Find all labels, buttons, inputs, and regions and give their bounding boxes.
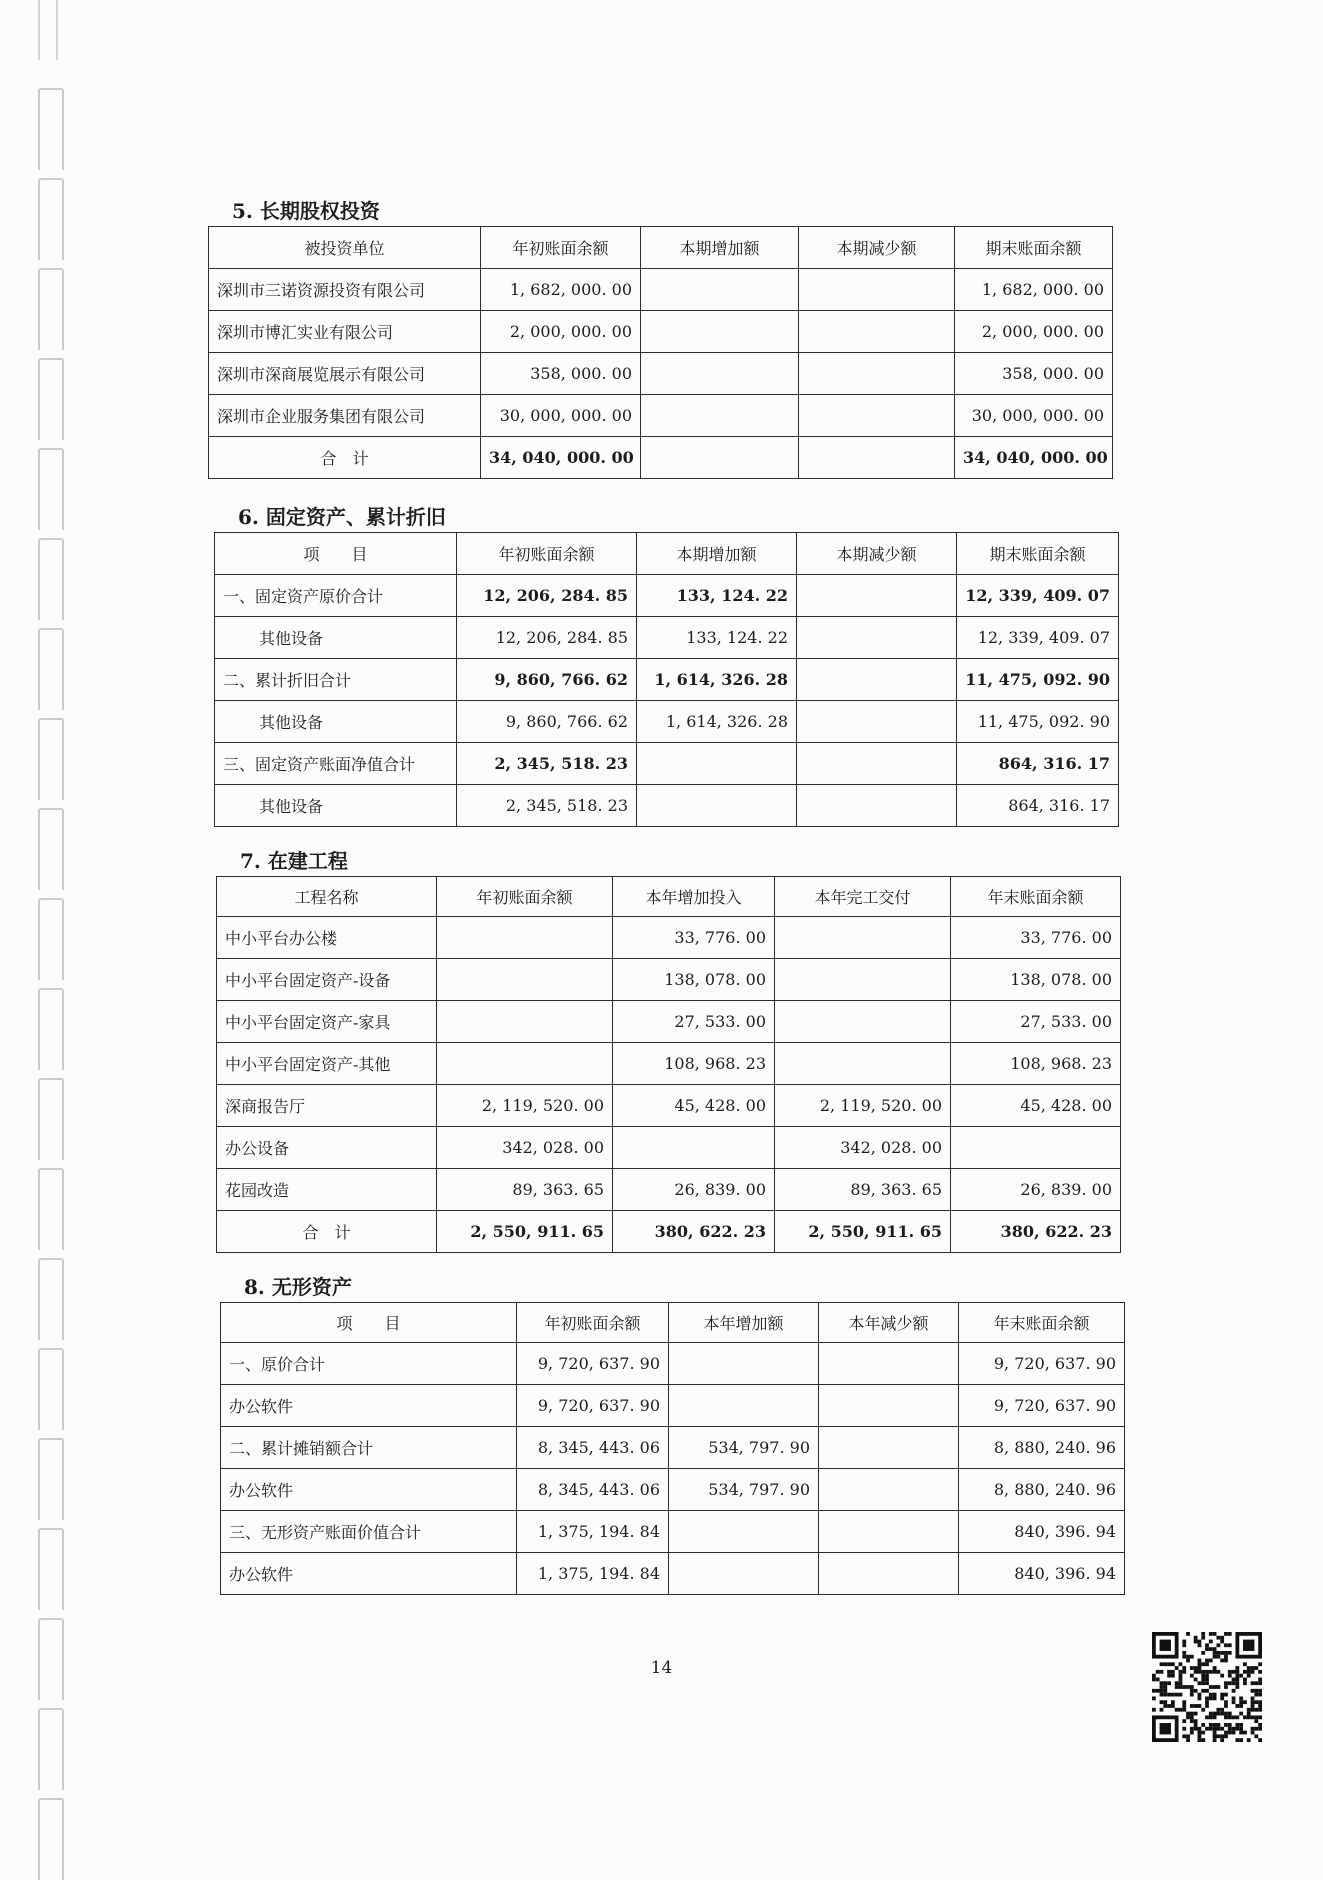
binding-hole bbox=[38, 1348, 64, 1430]
binding-hole bbox=[38, 628, 64, 710]
cell-opening: 358, 000. 00 bbox=[481, 353, 641, 395]
cell-closing: 8, 880, 240. 96 bbox=[959, 1469, 1125, 1511]
section-long-term-equity-investment bbox=[208, 196, 1113, 479]
binding-hole bbox=[38, 1708, 64, 1790]
section-construction-in-progress bbox=[216, 846, 1121, 1253]
table-row bbox=[221, 1511, 1125, 1553]
binding-hole bbox=[38, 448, 64, 530]
header-cell: 本年减少额 bbox=[819, 1303, 959, 1343]
cell-increase: 27, 533. 00 bbox=[613, 1001, 775, 1043]
cell-closing: 34, 040, 000. 00 bbox=[955, 437, 1113, 479]
binding-hole bbox=[38, 538, 64, 620]
row-label: 办公软件 bbox=[221, 1553, 517, 1595]
cell-closing: 840, 396. 94 bbox=[959, 1553, 1125, 1595]
cell-closing: 840, 396. 94 bbox=[959, 1511, 1125, 1553]
cell-increase bbox=[641, 353, 799, 395]
binding-hole bbox=[38, 1528, 64, 1610]
binding-hole bbox=[38, 88, 64, 170]
row-label: 深商报告厅 bbox=[217, 1085, 437, 1127]
cell-closing: 12, 339, 409. 07 bbox=[957, 575, 1119, 617]
construction-table bbox=[216, 876, 1121, 1253]
cell-closing: 30, 000, 000. 00 bbox=[955, 395, 1113, 437]
cell-closing: 864, 316. 17 bbox=[957, 743, 1119, 785]
binding-hole bbox=[38, 1798, 64, 1880]
row-label: 二、累计折旧合计 bbox=[215, 659, 457, 701]
binding-hole bbox=[38, 988, 64, 1070]
cell-opening: 8, 345, 443. 06 bbox=[517, 1469, 669, 1511]
cell-decrease bbox=[819, 1385, 959, 1427]
cell-decrease bbox=[797, 659, 957, 701]
cell-closing: 380, 622. 23 bbox=[951, 1211, 1121, 1253]
binding-hole bbox=[38, 358, 64, 440]
equity-investment-table bbox=[208, 226, 1113, 479]
row-label: 深圳市深商展览展示有限公司 bbox=[209, 353, 481, 395]
row-label: 办公软件 bbox=[221, 1469, 517, 1511]
table-row bbox=[215, 575, 1119, 617]
binding-hole bbox=[38, 1258, 64, 1340]
cell-closing: 26, 839. 00 bbox=[951, 1169, 1121, 1211]
cell-increase bbox=[641, 395, 799, 437]
cell-decrease bbox=[819, 1553, 959, 1595]
header-cell: 项 目 bbox=[221, 1303, 517, 1343]
cell-opening: 2, 000, 000. 00 bbox=[481, 311, 641, 353]
header-cell: 本期增加额 bbox=[637, 533, 797, 575]
table-row bbox=[217, 1043, 1121, 1085]
table-row bbox=[217, 1127, 1121, 1169]
row-label: 其他设备 bbox=[215, 617, 457, 659]
header-cell: 工程名称 bbox=[217, 877, 437, 917]
row-label: 深圳市博汇实业有限公司 bbox=[209, 311, 481, 353]
header-cell: 年末账面余额 bbox=[959, 1303, 1125, 1343]
cell-completed: 342, 028. 00 bbox=[775, 1127, 951, 1169]
section-title: 6. 固定资产、累计折旧 bbox=[238, 505, 446, 529]
cell-increase bbox=[669, 1385, 819, 1427]
cell-closing bbox=[951, 1127, 1121, 1169]
total-row bbox=[217, 1211, 1121, 1253]
cell-completed bbox=[775, 1001, 951, 1043]
header-cell: 期末账面余额 bbox=[955, 227, 1113, 269]
cell-increase: 108, 968. 23 bbox=[613, 1043, 775, 1085]
cell-opening: 1, 682, 000. 00 bbox=[481, 269, 641, 311]
row-label: 中小平台办公楼 bbox=[217, 917, 437, 959]
cell-decrease bbox=[819, 1469, 959, 1511]
cell-opening: 2, 345, 518. 23 bbox=[457, 743, 637, 785]
cell-closing: 1, 682, 000. 00 bbox=[955, 269, 1113, 311]
header-cell: 年末账面余额 bbox=[951, 877, 1121, 917]
header-cell: 本年完工交付 bbox=[775, 877, 951, 917]
cell-closing: 2, 000, 000. 00 bbox=[955, 311, 1113, 353]
row-label: 深圳市三诺资源投资有限公司 bbox=[209, 269, 481, 311]
table-row bbox=[209, 269, 1113, 311]
cell-increase bbox=[613, 1127, 775, 1169]
cell-completed bbox=[775, 1043, 951, 1085]
cell-closing: 108, 968. 23 bbox=[951, 1043, 1121, 1085]
binding-hole bbox=[38, 1438, 64, 1520]
cell-decrease bbox=[819, 1511, 959, 1553]
row-label: 三、固定资产账面净值合计 bbox=[215, 743, 457, 785]
table-row bbox=[209, 395, 1113, 437]
table-row bbox=[221, 1553, 1125, 1595]
cell-completed bbox=[775, 959, 951, 1001]
cell-opening: 9, 720, 637. 90 bbox=[517, 1343, 669, 1385]
binding-hole bbox=[38, 1078, 64, 1160]
cell-decrease bbox=[797, 617, 957, 659]
row-label: 合 计 bbox=[209, 437, 481, 479]
cell-increase: 534, 797. 90 bbox=[669, 1427, 819, 1469]
header-cell: 本年增加额 bbox=[669, 1303, 819, 1343]
cell-closing: 27, 533. 00 bbox=[951, 1001, 1121, 1043]
cell-opening: 2, 345, 518. 23 bbox=[457, 785, 637, 827]
cell-opening: 89, 363. 65 bbox=[437, 1169, 613, 1211]
cell-opening bbox=[437, 917, 613, 959]
cell-opening bbox=[437, 959, 613, 1001]
row-label: 中小平台固定资产-家具 bbox=[217, 1001, 437, 1043]
cell-completed: 89, 363. 65 bbox=[775, 1169, 951, 1211]
cell-decrease bbox=[819, 1343, 959, 1385]
table-header-row bbox=[209, 227, 1113, 269]
cell-increase bbox=[669, 1511, 819, 1553]
row-label: 中小平台固定资产-设备 bbox=[217, 959, 437, 1001]
cell-increase: 33, 776. 00 bbox=[613, 917, 775, 959]
cell-opening: 34, 040, 000. 00 bbox=[481, 437, 641, 479]
cell-decrease bbox=[799, 311, 955, 353]
cell-closing: 138, 078. 00 bbox=[951, 959, 1121, 1001]
cell-opening: 2, 119, 520. 00 bbox=[437, 1085, 613, 1127]
row-label: 一、原价合计 bbox=[221, 1343, 517, 1385]
cell-opening: 9, 860, 766. 62 bbox=[457, 659, 637, 701]
table-row bbox=[221, 1385, 1125, 1427]
row-label: 合 计 bbox=[217, 1211, 437, 1253]
table-row bbox=[217, 1085, 1121, 1127]
cell-closing: 9, 720, 637. 90 bbox=[959, 1343, 1125, 1385]
total-row bbox=[209, 437, 1113, 479]
section-title: 5. 长期股权投资 bbox=[232, 199, 380, 223]
row-label: 其他设备 bbox=[215, 785, 457, 827]
header-cell: 项 目 bbox=[215, 533, 457, 575]
table-row bbox=[215, 659, 1119, 701]
cell-increase bbox=[637, 785, 797, 827]
cell-closing: 864, 316. 17 bbox=[957, 785, 1119, 827]
cell-increase: 380, 622. 23 bbox=[613, 1211, 775, 1253]
row-label: 二、累计摊销额合计 bbox=[221, 1427, 517, 1469]
cell-increase: 45, 428. 00 bbox=[613, 1085, 775, 1127]
binding-hole bbox=[38, 1168, 64, 1250]
cell-closing: 8, 880, 240. 96 bbox=[959, 1427, 1125, 1469]
cell-increase bbox=[641, 437, 799, 479]
cell-closing: 33, 776. 00 bbox=[951, 917, 1121, 959]
cell-increase bbox=[641, 311, 799, 353]
cell-closing: 45, 428. 00 bbox=[951, 1085, 1121, 1127]
cell-increase: 138, 078. 00 bbox=[613, 959, 775, 1001]
table-row bbox=[215, 701, 1119, 743]
binding-line bbox=[56, 0, 58, 60]
header-cell: 年初账面余额 bbox=[517, 1303, 669, 1343]
cell-increase: 26, 839. 00 bbox=[613, 1169, 775, 1211]
qr-code-icon bbox=[1152, 1632, 1262, 1742]
row-label: 一、固定资产原价合计 bbox=[215, 575, 457, 617]
header-cell: 本年增加投入 bbox=[613, 877, 775, 917]
cell-closing: 9, 720, 637. 90 bbox=[959, 1385, 1125, 1427]
header-cell: 被投资单位 bbox=[209, 227, 481, 269]
cell-increase: 1, 614, 326. 28 bbox=[637, 701, 797, 743]
row-label: 中小平台固定资产-其他 bbox=[217, 1043, 437, 1085]
binding-hole bbox=[38, 718, 64, 800]
table-row bbox=[217, 959, 1121, 1001]
cell-opening: 12, 206, 284. 85 bbox=[457, 575, 637, 617]
cell-decrease bbox=[797, 785, 957, 827]
binding-hole bbox=[38, 268, 64, 350]
cell-opening: 342, 028. 00 bbox=[437, 1127, 613, 1169]
cell-opening bbox=[437, 1001, 613, 1043]
cell-closing: 11, 475, 092. 90 bbox=[957, 659, 1119, 701]
table-header-row bbox=[217, 877, 1121, 917]
cell-decrease bbox=[797, 701, 957, 743]
cell-closing: 11, 475, 092. 90 bbox=[957, 701, 1119, 743]
row-label: 办公软件 bbox=[221, 1385, 517, 1427]
row-label: 办公设备 bbox=[217, 1127, 437, 1169]
cell-opening: 8, 345, 443. 06 bbox=[517, 1427, 669, 1469]
table-row bbox=[221, 1427, 1125, 1469]
cell-opening: 9, 860, 766. 62 bbox=[457, 701, 637, 743]
intangible-assets-table bbox=[220, 1302, 1125, 1595]
row-label: 深圳市企业服务集团有限公司 bbox=[209, 395, 481, 437]
table-row bbox=[221, 1343, 1125, 1385]
table-header-row bbox=[215, 533, 1119, 575]
cell-decrease bbox=[797, 575, 957, 617]
fixed-assets-table bbox=[214, 532, 1119, 827]
cell-increase: 133, 124. 22 bbox=[637, 617, 797, 659]
cell-decrease bbox=[799, 437, 955, 479]
header-cell: 年初账面余额 bbox=[437, 877, 613, 917]
cell-completed: 2, 550, 911. 65 bbox=[775, 1211, 951, 1253]
row-label: 三、无形资产账面价值合计 bbox=[221, 1511, 517, 1553]
table-row bbox=[209, 353, 1113, 395]
table-row bbox=[215, 785, 1119, 827]
table-row bbox=[217, 917, 1121, 959]
page-number: 14 bbox=[650, 1658, 673, 1678]
cell-increase: 1, 614, 326. 28 bbox=[637, 659, 797, 701]
cell-increase: 133, 124. 22 bbox=[637, 575, 797, 617]
cell-completed bbox=[775, 917, 951, 959]
table-header-row bbox=[221, 1303, 1125, 1343]
section-title: 8. 无形资产 bbox=[244, 1275, 352, 1299]
table-row bbox=[209, 311, 1113, 353]
binding-hole bbox=[38, 808, 64, 890]
cell-completed: 2, 119, 520. 00 bbox=[775, 1085, 951, 1127]
header-cell: 年初账面余额 bbox=[481, 227, 641, 269]
row-label: 花园改造 bbox=[217, 1169, 437, 1211]
cell-increase bbox=[637, 743, 797, 785]
header-cell: 本期减少额 bbox=[799, 227, 955, 269]
cell-opening bbox=[437, 1043, 613, 1085]
cell-increase bbox=[641, 269, 799, 311]
binding-hole bbox=[38, 178, 64, 260]
binding-hole bbox=[38, 898, 64, 980]
cell-increase bbox=[669, 1343, 819, 1385]
header-cell: 年初账面余额 bbox=[457, 533, 637, 575]
cell-opening: 1, 375, 194. 84 bbox=[517, 1511, 669, 1553]
cell-closing: 12, 339, 409. 07 bbox=[957, 617, 1119, 659]
cell-opening: 9, 720, 637. 90 bbox=[517, 1385, 669, 1427]
section-intangible-assets bbox=[220, 1272, 1125, 1595]
cell-opening: 2, 550, 911. 65 bbox=[437, 1211, 613, 1253]
row-label: 其他设备 bbox=[215, 701, 457, 743]
header-cell: 期末账面余额 bbox=[957, 533, 1119, 575]
table-row bbox=[221, 1469, 1125, 1511]
table-row bbox=[217, 1169, 1121, 1211]
section-fixed-assets bbox=[214, 502, 1119, 827]
header-cell: 本期增加额 bbox=[641, 227, 799, 269]
table-row bbox=[215, 743, 1119, 785]
cell-increase: 534, 797. 90 bbox=[669, 1469, 819, 1511]
cell-closing: 358, 000. 00 bbox=[955, 353, 1113, 395]
header-cell: 本期减少额 bbox=[797, 533, 957, 575]
section-title: 7. 在建工程 bbox=[240, 849, 348, 873]
table-row bbox=[215, 617, 1119, 659]
cell-increase bbox=[669, 1553, 819, 1595]
table-row bbox=[217, 1001, 1121, 1043]
cell-decrease bbox=[799, 269, 955, 311]
cell-decrease bbox=[797, 743, 957, 785]
cell-opening: 30, 000, 000. 00 bbox=[481, 395, 641, 437]
cell-decrease bbox=[819, 1427, 959, 1469]
cell-opening: 12, 206, 284. 85 bbox=[457, 617, 637, 659]
binding-line bbox=[38, 0, 40, 60]
cell-decrease bbox=[799, 395, 955, 437]
cell-opening: 1, 375, 194. 84 bbox=[517, 1553, 669, 1595]
cell-decrease bbox=[799, 353, 955, 395]
